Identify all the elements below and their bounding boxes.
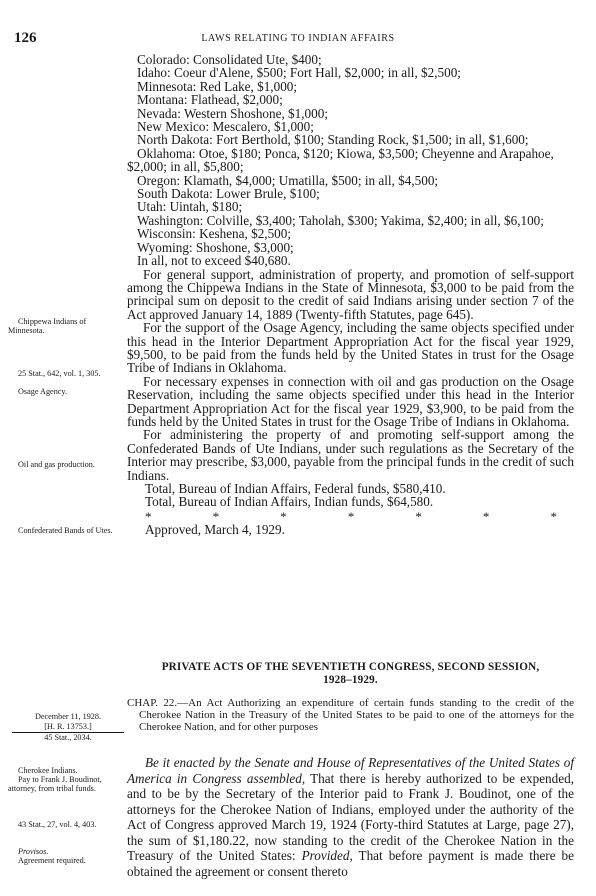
state-line: Wisconsin: Keshena, $2,500; [137, 226, 292, 242]
paragraph-ute: For administering the property of and promoting self-support among the Confederated Bands of Ute Indians, under such regulations as the Secretary of the Interior may prescribe, $3,000, payable from the principal funds in the credit of such Indians. [127, 427, 574, 483]
margin-note-cherokee: Cherokee Indians. Pay to Frank J. Boudinot, attorney, from tribal funds. [8, 766, 102, 793]
star: * [347, 508, 355, 524]
section-title: PRIVATE ACTS OF THE SEVENTIETH CONGRESS, SECOND SESSION, 1928–1929. [161, 661, 540, 686]
state-line: Utah: Uintah, $180; [137, 199, 243, 215]
enacting-text: That there is hereby authorized to be expended, and to be by the Secretary of the Interior paid to Frank J. Boudinot, one of the attorneys for the Cherokee Nation of Indians, employed under the authority of the Act of Congress approved March 19, 1924 (Forty-third Statutes at Large, page 27), the sum of $1,180.22, now standing to the credit of the Cherokee Nation in the Treasury of the United States: [127, 770, 574, 864]
provided-word: Provided, [301, 848, 353, 864]
state-line: Minnesota: Red Lake, $1,000; [137, 78, 298, 94]
state-line: Wyoming: Shoshone, $3,000; [137, 239, 294, 255]
margin-note-provisos: Provisos. Agreement required. [18, 847, 86, 865]
state-line: South Dakota: Lower Brule, $100; [137, 186, 320, 202]
star: * [212, 508, 220, 524]
star: * [415, 508, 422, 524]
state-line: Nevada: Western Shoshone, $1,000; [137, 105, 328, 121]
enacting-tail: That before payment is made there be obtained the agreement or consent thereto [127, 848, 575, 879]
margin-note-osage-agency: Osage Agency. [18, 387, 68, 396]
state-line: Colorado: Consolidated Ute, $400; [137, 52, 322, 67]
margin-note-stat-642: 25 Stat., 642, vol. 1, 305. [18, 369, 101, 378]
chapter-heading: CHAP. 22.—An Act Authorizing an expenditure of certain funds standing to the credit of the Cherokee Nation in the Treasury of the United States to be paid to one of the attorneys for the Cherokee Nation, and for other purposes [127, 697, 574, 733]
bill-reference [12, 712, 124, 743]
enacting-paragraph [127, 742, 574, 892]
star: * [550, 508, 557, 524]
paragraph-oil-gas: For necessary expenses in connection with oil and gas production on the Osage Reservation, including the same objects specified under this head in the Interior Department Appropriation Act for the fiscal year 1929, $3,900, to be paid from the funds held by the United States in trust for the Osage Tribe of Indians in Oklahoma. [127, 373, 574, 429]
running-head: LAWS RELATING TO INDIAN AFFAIRS [201, 33, 395, 44]
state-line: Oklahoma: Otoe, $180; Ponca, $120; Kiowa, $3,500; Cheyenne and Arapahoe, $2,000; in all, $5,800; [127, 145, 554, 175]
ellipsis-stars [127, 510, 557, 523]
bill-stat: 45 Stat., 2034. [44, 733, 92, 743]
page-header [0, 30, 596, 50]
margin-note-chippewa: Chippewa Indians of Minnesota. [8, 317, 87, 335]
margin-note-oil-gas: Oil and gas production. [18, 460, 95, 469]
enacting-clause: Be it enacted by the Senate and House of Representatives of the United States of America in Congress assembled, [127, 755, 574, 786]
state-line: Oregon: Klamath, $4,000; Umatilla, $500; in all, $4,500; [137, 172, 439, 188]
paragraph-osage-agency: For the support of the Osage Agency, including the same objects specified under this head in the Interior Department Appropriation Act for the fiscal year 1929, $9,500, to be paid from the funds held by the United States in trust for the Osage Tribe of Indians in Oklahoma. [127, 320, 574, 376]
page-number: 126 [14, 30, 37, 46]
bill-date: December 11, 1928. [34, 712, 102, 721]
star: * [145, 508, 152, 524]
state-line: Washington: Colville, $3,400; Taholah, $300; Yakima, $2,400; in all, $6,100; [137, 212, 544, 228]
total-federal-funds: Total, Bureau of Indian Affairs, Federal funds, $580,410. [145, 481, 446, 496]
state-line: New Mexico: Mescalero, $1,000; [137, 119, 314, 135]
paragraph-chippewa: For general support, administration of property, and promotion of self-support among the Chippewa Indians in the State of Minnesota, $3,000 to be paid from the principal sum on deposit to the credit of said Indians arising under section 7 of the Act approved January 14, 1889 (Twenty-fifth Statutes, page 645). [127, 266, 574, 322]
total-line: In all, not to exceed $40,680. [137, 253, 291, 269]
approved-date: Approved, March 4, 1929. [145, 521, 285, 537]
star: * [482, 508, 490, 524]
bill-number: [H. R. 13753.] [12, 722, 124, 734]
total-indian-funds: Total, Bureau of Indian Affairs, Indian funds, $64,580. [145, 494, 434, 510]
state-line: Idaho: Coeur d'Alene, $500; Fort Hall, $2,000; in all, $2,500; [137, 65, 461, 81]
state-line: North Dakota: Fort Berthold, $100; Standing Rock, $1,500; in all, $1,600; [137, 132, 529, 148]
margin-note-stat-27: 43 Stat., 27, vol. 4, 403. [18, 820, 97, 829]
margin-note-ute: Confederated Bands of Utes. [18, 526, 113, 535]
appropriation-text [127, 53, 574, 536]
star: * [280, 508, 287, 524]
state-line: Montana: Flathead, $2,000; [137, 92, 283, 108]
